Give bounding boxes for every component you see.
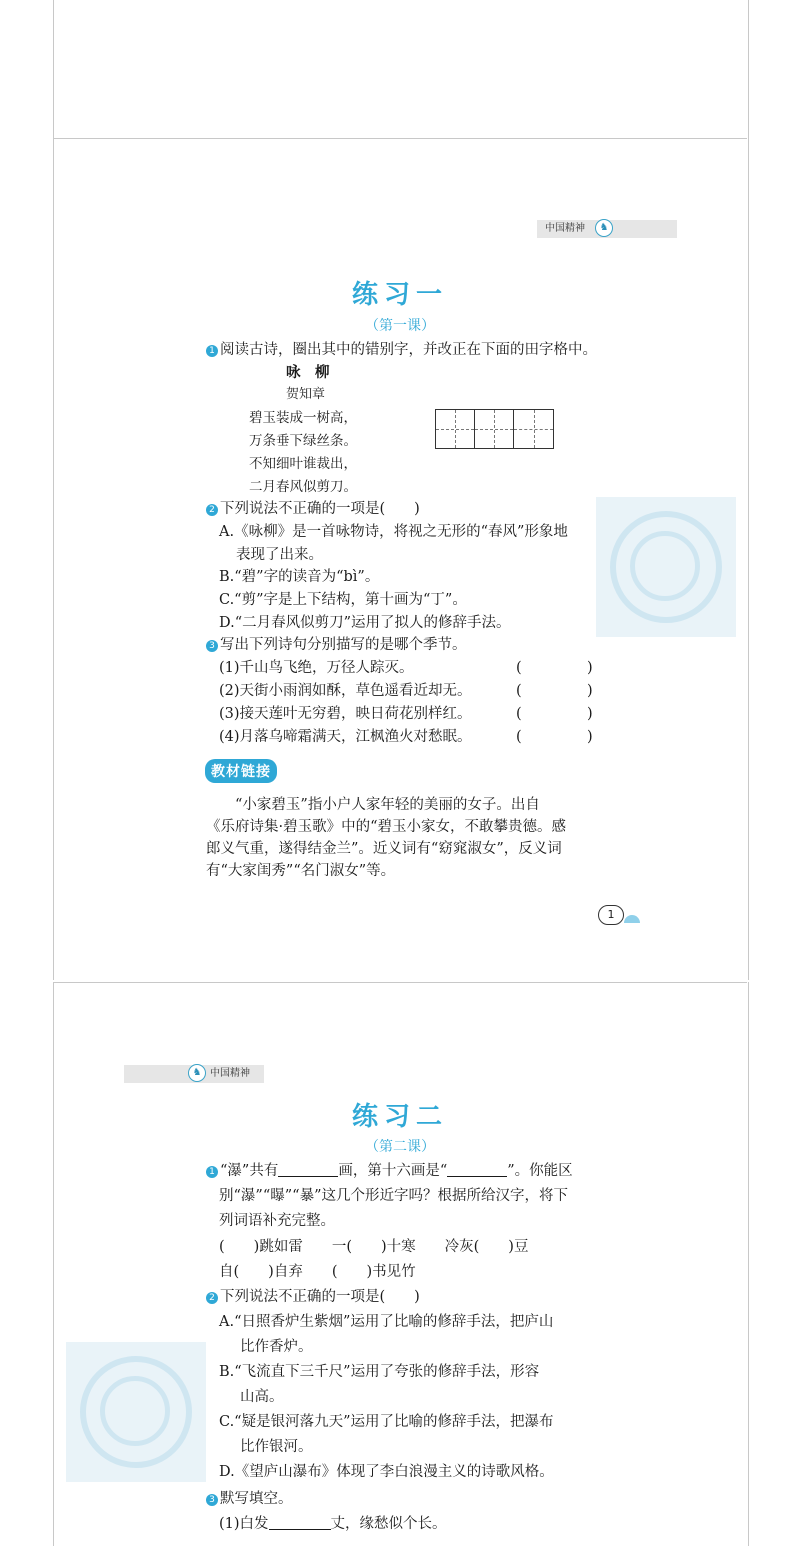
grid-cell[interactable] <box>514 410 553 448</box>
grid-cell[interactable] <box>475 410 514 448</box>
poem-line-2: 万条垂下绿丝条。 <box>249 433 357 449</box>
link-text-1: “小家碧玉”指小户人家年轻的美丽的女子。出自 <box>206 797 540 813</box>
tian-zi-grid[interactable] <box>435 409 554 449</box>
p2-q1-fill-row-1[interactable]: ( )跳如雷 一( )十寒 冷灰( )豆 <box>219 1239 529 1255</box>
stroke-count-blank[interactable] <box>278 1162 338 1177</box>
poem-author: 贺知章 <box>286 387 326 402</box>
page-1-lesson: （第一课） <box>365 318 435 334</box>
p2-q2-option-a-cont: 比作香炉。 <box>240 1339 313 1355</box>
poem-line-4: 二月春风似剪刀。 <box>249 479 357 495</box>
textbook-link-badge: 教材链接 <box>205 759 277 783</box>
p1-q2-option-d: D.“二月春风似剪刀”运用了拟人的修辞手法。 <box>219 615 511 631</box>
link-text-3: 郎义气重，遂得结金兰”。近义词有“窈窕淑女”，反义词 <box>206 841 562 857</box>
p2-q1-line-3: 列词语补充完整。 <box>219 1213 335 1229</box>
question-number: 2 <box>206 504 218 516</box>
p2-q2-option-a: A.“日照香炉生紫烟”运用了比喻的修辞手法，把庐山 <box>219 1314 554 1330</box>
p2-q2-option-c-cont: 比作银河。 <box>240 1439 313 1455</box>
answer-paren-close[interactable]: ) <box>587 683 593 699</box>
poem-line-3: 不知细叶谁裁出， <box>249 456 357 472</box>
page-1-top-rule <box>53 138 747 139</box>
p2-q2-option-b: B.“飞流直下三千尺”运用了夸张的修辞手法，形容 <box>219 1364 540 1380</box>
p2-q2-option-b-cont: 山高。 <box>240 1389 284 1405</box>
p1-q2-option-a: A.《咏柳》是一首咏物诗，将视之无形的“春风”形象地 <box>219 524 568 540</box>
link-text-4: 有“大家闺秀”“名门淑女”等。 <box>206 863 396 879</box>
dictation-blank[interactable] <box>269 1515 331 1530</box>
p2-q1-line-1: 1 “瀑”共有 画，第十六画是“ ”。你能区 <box>206 1160 573 1182</box>
season-item-4: (4)月落乌啼霜满天，江枫渔火对愁眠。 <box>219 729 472 745</box>
p2-q2-option-d: D.《望庐山瀑布》体现了李白浪漫主义的诗歌风格。 <box>219 1464 554 1480</box>
answer-paren-open[interactable]: ( <box>516 729 522 745</box>
page-2-header-tag <box>124 1065 264 1083</box>
decorative-seal-watermark <box>596 497 736 637</box>
p1-q2-option-c: C.“剪”字是上下结构，第十画为“丁”。 <box>219 592 467 608</box>
page-2-lesson: （第二课） <box>365 1139 435 1155</box>
header-tag-label: 中国精神 <box>545 223 585 234</box>
p2-q3-prompt: 3 默写填空。 <box>206 1488 293 1510</box>
answer-paren-close[interactable]: ) <box>587 660 593 676</box>
p1-q2-prompt: 2 下列说法不正确的一项是( ) <box>206 498 420 520</box>
p1-q2-option-a-cont: 表现了出来。 <box>236 547 323 563</box>
poem-title: 咏 柳 <box>286 364 330 381</box>
season-item-2: (2)天街小雨润如酥，草色遥看近却无。 <box>219 683 472 699</box>
p2-q2-option-c: C.“疑是银河落九天”运用了比喻的修辞手法，把瀑布 <box>219 1414 554 1430</box>
page-1-title: 练习一 <box>351 280 448 310</box>
season-item-3: (3)接天莲叶无穷碧，映日荷花别样红。 <box>219 706 472 722</box>
page-number: 1 <box>598 905 624 925</box>
page-2-title: 练习二 <box>351 1102 448 1132</box>
season-item-1: (1)千山鸟飞绝，万径人踪灭。 <box>219 660 414 676</box>
link-text-2: 《乐府诗集·碧玉歌》中的“碧玉小家女，不敢攀贵德。感 <box>206 819 567 835</box>
question-number: 2 <box>206 1292 218 1304</box>
answer-paren-open[interactable]: ( <box>516 706 522 722</box>
p2-q1-fill-row-2[interactable]: 自( )自弃 ( )书见竹 <box>219 1264 416 1280</box>
answer-paren-open[interactable]: ( <box>516 660 522 676</box>
p2-q1-line-2: 别“瀑”“曝”“暴”这几个形近字吗？根据所给汉字，将下 <box>219 1188 568 1204</box>
question-number: 3 <box>206 640 218 652</box>
question-number: 1 <box>206 1166 218 1178</box>
answer-paren-open[interactable]: ( <box>516 683 522 699</box>
page-1-header-tag <box>537 220 677 238</box>
horse-emblem-icon: ♞ <box>595 219 613 237</box>
header-tag-label: 中国精神 <box>210 1068 250 1079</box>
grid-cell[interactable] <box>436 410 475 448</box>
p2-q3-item-1: (1)白发 丈，缘愁似个长。 <box>219 1516 447 1532</box>
answer-paren-close[interactable]: ) <box>587 706 593 722</box>
question-number: 1 <box>206 345 218 357</box>
p1-q3-prompt: 3 写出下列诗句分别描写的是哪个季节。 <box>206 634 467 656</box>
p1-q1-prompt: 1 阅读古诗，圈出其中的错别字，并改正在下面的田字格中。 <box>206 339 597 361</box>
p1-q2-option-b: B.“碧”字的读音为“bì”。 <box>219 569 380 585</box>
answer-paren-close[interactable]: ) <box>587 729 593 745</box>
poem-line-1: 碧玉装成一树高， <box>249 410 357 426</box>
stroke-sixteen-blank[interactable] <box>447 1162 507 1177</box>
horse-emblem-icon: ♞ <box>188 1064 206 1082</box>
p2-q2-prompt: 2 下列说法不正确的一项是( ) <box>206 1286 420 1308</box>
question-number: 3 <box>206 1494 218 1506</box>
decorative-seal-watermark <box>66 1342 206 1482</box>
